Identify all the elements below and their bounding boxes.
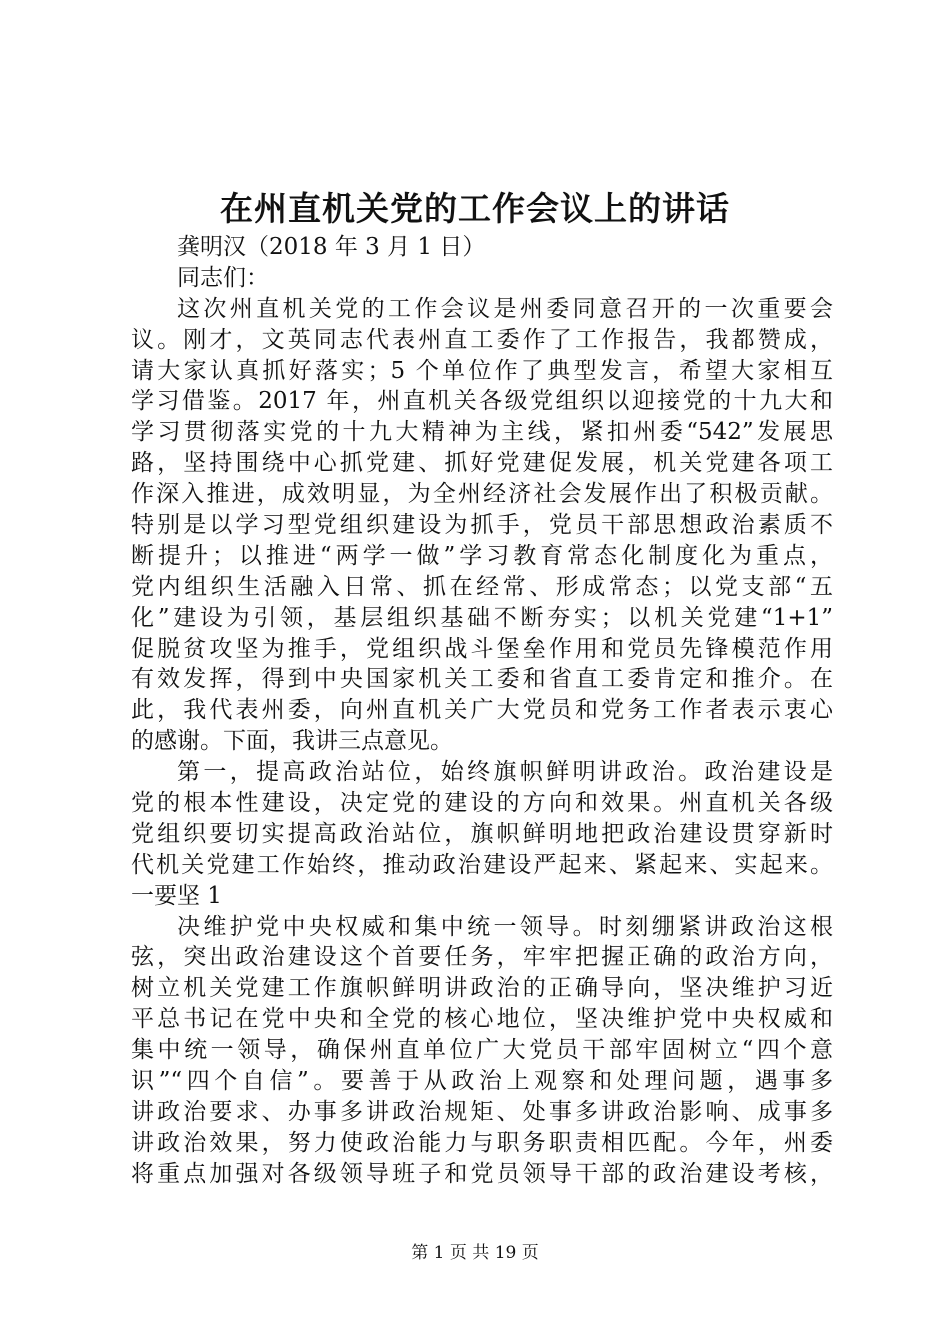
text-line: 学习贯彻落实党的十九大精神为主线，紧扣州委“542”发展思 [131,419,833,446]
text-line: 请大家认真抓好落实；5 个单位作了典型发言，希望大家相互 [131,357,833,384]
text-line: 此，我代表州委，向州直机关广大党员和党务工作者表示衷心 [131,697,833,724]
text-line: 讲政治要求、办事多讲政治规矩、处事多讲政治影响、成事多 [131,1098,833,1125]
text-line: 党的根本性建设，决定党的建设的方向和效果。州直机关各级 [131,790,833,817]
text-line: 弦，突出政治建设这个首要任务，牢牢把握正确的政治方向， [131,944,833,971]
text-line: 决维护党中央权威和集中统一领导。时刻绷紧讲政治这根 [177,913,833,940]
text-line: 识”“四个自信”。要善于从政治上观察和处理问题，遇事多 [131,1068,833,1095]
text-line: 同志们： [177,264,269,291]
text-line: 作深入推进，成效明显，为全州经济社会发展作出了积极贡献。 [131,481,833,508]
document-body [131,232,833,1190]
text-line: 党组织要切实提高政治站位，旗帜鲜明地把政治建设贯穿新时 [131,820,833,847]
text-line: 龚明汉（2018 年 3 月 1 日） [177,234,486,260]
text-line: 讲政治效果，努力使政治能力与职务职责相匹配。今年，州委 [131,1129,833,1156]
text-line: 有效发挥，得到中央国家机关工委和省直工委肯定和推介。在 [131,666,833,693]
text-line: 断提升；以推进“两学一做”学习教育常态化制度化为重点， [131,542,833,569]
text-line: 代机关党建工作始终，推动政治建设严起来、紧起来、实起来。 [131,851,833,878]
text-line: 第一，提高政治站位，始终旗帜鲜明讲政治。政治建设是 [177,759,833,786]
text-line: 化”建设为引领，基层组织基础不断夯实；以机关党建“1+1” [131,604,833,631]
page-footer: 第 1 页 共 19 页 [411,1243,539,1263]
document-title: 在州直机关党的工作会议上的讲话 [220,189,730,228]
text-line: 一要坚 1 [131,882,222,909]
text-line: 集中统一领导，确保州直单位广大党员干部牢固树立“四个意 [131,1037,833,1064]
text-line: 议。刚才，文英同志代表州直工委作了工作报告，我都赞成， [131,326,833,353]
text-line: 的感谢。下面，我讲三点意见。 [131,728,453,755]
text-line: 这次州直机关党的工作会议是州委同意召开的一次重要会 [177,295,833,322]
text-line: 平总书记在党中央和全党的核心地位，坚决维护党中央权威和 [131,1006,833,1033]
text-line: 党内组织生活融入日常、抓在经常、形成常态；以党支部“五 [131,573,833,600]
text-line: 促脱贫攻坚为推手，党组织战斗堡垒作用和党员先锋模范作用 [131,635,833,662]
text-line: 特别是以学习型党组织建设为抓手，党员干部思想政治素质不 [131,512,833,539]
text-line: 树立机关党建工作旗帜鲜明讲政治的正确导向，坚决维护习近 [131,975,833,1002]
text-line: 路，坚持围绕中心抓党建、抓好党建促发展，机关党建各项工 [131,450,833,477]
text-line: 将重点加强对各级领导班子和党员领导干部的政治建设考核， [131,1160,833,1187]
text-line: 学习借鉴。2017 年，州直机关各级党组织以迎接党的十九大和 [131,388,833,415]
